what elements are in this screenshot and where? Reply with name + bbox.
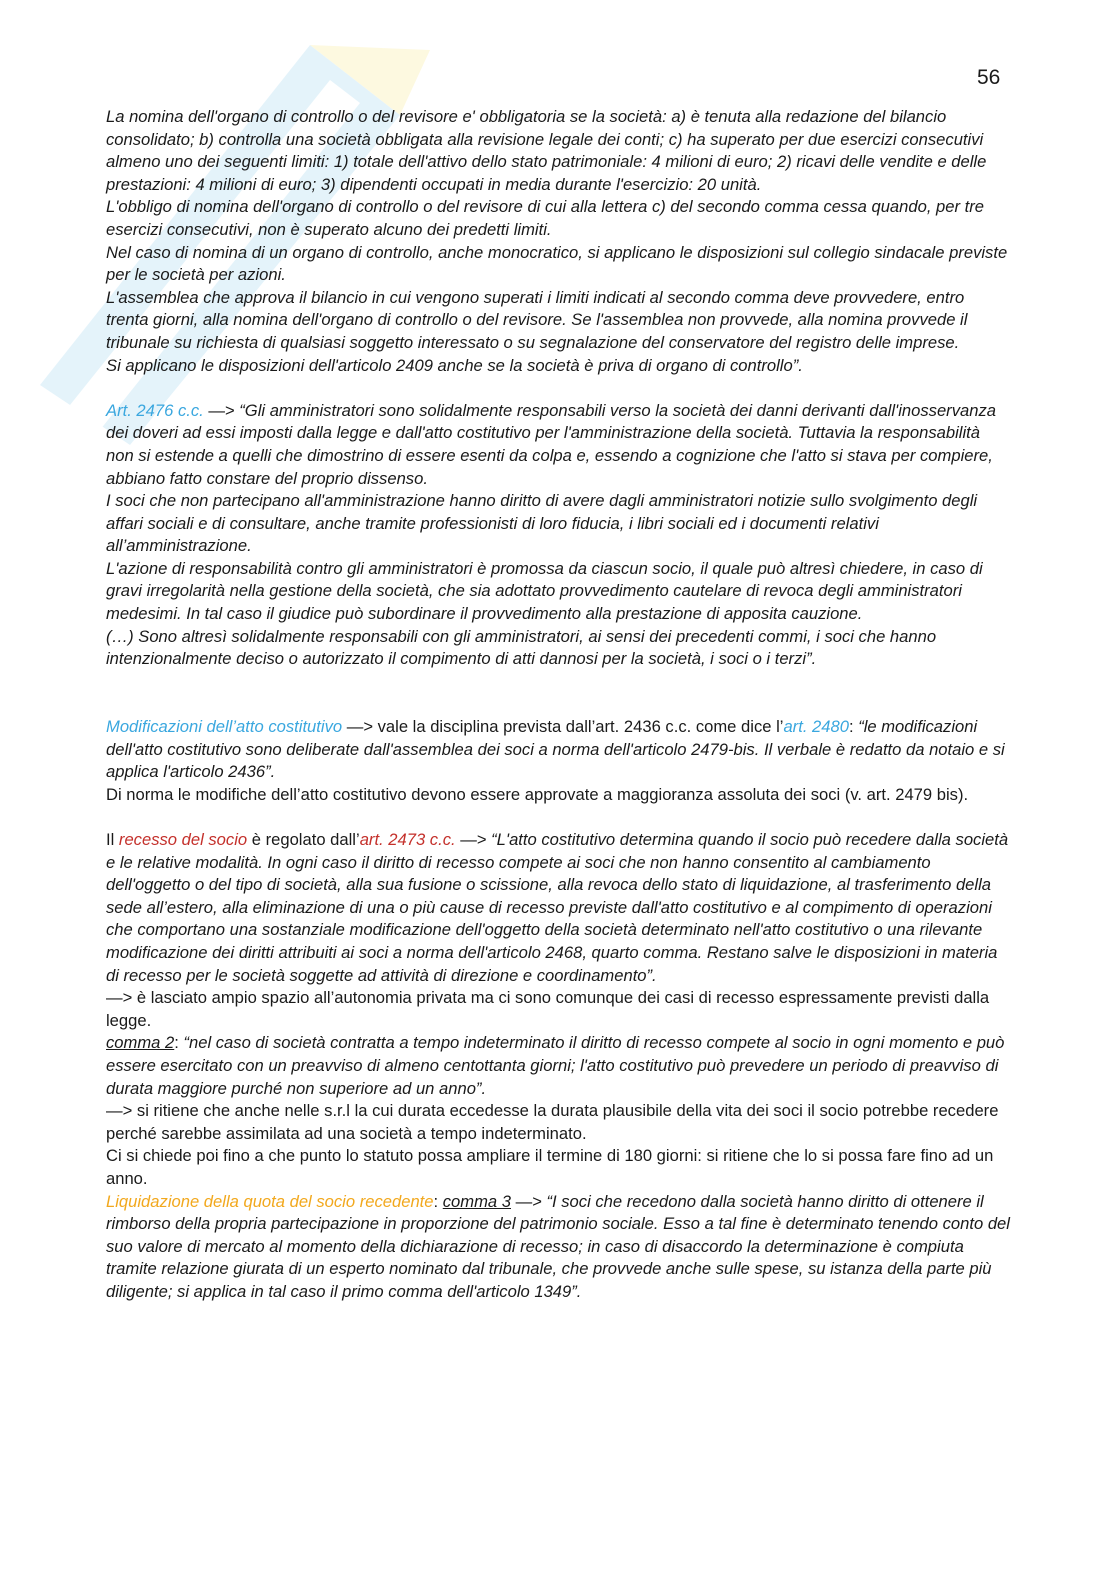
paragraph: Art. 2476 c.c. —> “Gli amministratori sono solidalmente responsabili verso la società dei danni derivanti dall'inosservanza dei doveri ad essi imposti dalla legge e dall'atto costitutivo per l'amministrazione della società. Tuttavia la responsabilità non si estende a quelli che dimostrino di essere esenti da colpa e, essendo a cognizione che l'atto si stava per compiere, abbiano fatto constare del proprio dissenso. bbox=[106, 400, 996, 488]
paragraph: Ci si chiede poi fino a che punto lo statuto possa ampliare il termine di 180 giorni: si ritiene che lo si possa fare fino ad un anno. bbox=[106, 1146, 994, 1188]
paragraph: I soci che non partecipano all'amministrazione hanno diritto di avere dagli amministratori notizie sullo svolgimento degli affari sociali e di consultare, anche tramite professionisti di loro fiducia, i libri sociali ed i documenti relativi all’amministrazione. bbox=[106, 491, 978, 556]
section-title-modificazioni[interactable]: Modificazioni dell’atto costitutivo bbox=[106, 717, 343, 737]
paragraph: L'assemblea che approva il bilancio in cui vengono superati i limiti indicati al secondo comma deve provvedere, entro trenta giorni, alla nomina dell'organo di controllo o del revisore. Se l'assemblea non provvede, alla nomina provvede il tribunale su richiesta di qualsiasi soggetto interessato o su segnalazione del conservatore del registro delle imprese. bbox=[106, 287, 968, 352]
paragraph: —> è lasciato ampio spazio all’autonomia privata ma ci sono comunque dei casi di recesso espressamente previsti dalla legge. bbox=[106, 988, 990, 1030]
paragraph: (…) Sono altresì solidalmente responsabili con gli amministratori, ai sensi dei precedenti commi, i soci che hanno intenzionalmente deciso o autorizzato il compimento di atti dannosi per la società, i soci o i terzi”. bbox=[106, 626, 937, 669]
page-number: 56 bbox=[977, 66, 1001, 89]
comma-2-label: comma 2 bbox=[106, 1033, 175, 1053]
paragraph: La nomina dell'organo di controllo o del revisore e' obbligatoria se la società: a) è tenuta alla redazione del bilancio consolidato; b) controlla una società obbligata alla revisione legale dei conti; c) ha superato per due esercizi consecutivi almeno uno dei seguenti limiti: 1) totale dell'attivo dello stato patrimoniale: 4 milioni di euro; 2) ricavi delle vendite e delle prestazioni: 4 milioni di euro; 3) dipendenti occupati in media durante l'esercizio: 20 unità. bbox=[106, 107, 987, 194]
document-body bbox=[106, 106, 1011, 1303]
paragraph: L'azione di responsabilità contro gli amministratori è promossa da ciascun socio, il quale può altresì chiedere, in caso di gravi irregolarità nella gestione della società, che sia adottato provvedimento cautelare di revoca degli amministratori medesimi. In tal caso il giudice può subordinare il provvedimento alla prestazione di apposita cauzione. bbox=[106, 558, 983, 624]
paragraph: —> si ritiene che anche nelle s.r.l la cui durata eccedesse la durata plausibile della vita dei soci il socio potrebbe recedere perché sarebbe assimilata ad una società a tempo indeterminato. bbox=[106, 1101, 999, 1143]
article-link-2480[interactable]: art. 2480 bbox=[783, 717, 849, 737]
topic-liquidazione-quota[interactable]: Liquidazione della quota del socio recedente bbox=[106, 1191, 434, 1211]
paragraph: Nel caso di nomina di un organo di controllo, anche monocratico, si applicano le disposizioni sul collegio sindacale previste per le società per azioni. bbox=[106, 242, 1008, 285]
article-link-2473[interactable]: art. 2473 c.c. bbox=[359, 830, 456, 849]
paragraph: Il recesso del socio è regolato dall’art. 2473 c.c. —> “L'atto costitutivo determina quando il socio può recedere dalla società e le relative modalità. In ogni caso il diritto di recesso compete ai soci che non hanno consentito al cambiamento dell'oggetto o del tipo di società, alla sua fusione o scissione, alla revoca dello stato di liquidazione, al trasferimento della sede all’estero, alla eliminazione di una o più cause di recesso previste dall'atto costitutivo e al compimento di operazioni che comportano una sostanziale modificazione dell'oggetto della società determinato nell'atto costitutivo o una rilevante modificazione dei diritti attribuiti ai soci a norma dell'articolo 2468, quarto comma. Restano salve le disposizioni in materia di recesso per le società soggette ad attività di direzione e coordinamento”. bbox=[106, 830, 1009, 985]
paragraph: Di norma le modifiche dell’atto costitutivo devono essere approvate a maggioranza assoluta dei soci (v. art. 2479 bis). bbox=[106, 784, 969, 804]
paragraph: Si applicano le disposizioni dell'articolo 2409 anche se la società è priva di organo di controllo”. bbox=[106, 355, 803, 375]
paragraph: L'obbligo di nomina dell'organo di controllo o del revisore di cui alla lettera c) del secondo comma cessa quando, per tre esercizi consecutivi, non è superato alcuno dei predetti limiti. bbox=[106, 197, 985, 239]
paragraph: Liquidazione della quota del socio recedente: comma 3 —> “I soci che recedono dalla società hanno diritto di ottenere il rimborso della propria partecipazione in proporzione del patrimonio sociale. Esso a tal fine è determinato tenendo conto del suo valore di mercato al momento della dichiarazione di recesso; in caso di disaccordo la determinazione è compiuta tramite relazione giurata di un esperto nominato dal tribunale, che provvede anche sulle spese, su istanza della parte più diligente; si applica in tal caso il primo comma dell'articolo 1349”. bbox=[106, 1191, 1010, 1301]
topic-recesso-socio[interactable]: recesso del socio bbox=[118, 830, 248, 849]
comma-3-label: comma 3 bbox=[442, 1191, 511, 1211]
paragraph: comma 2: “nel caso di società contratta a tempo indeterminato il diritto di recesso compete al socio in ogni momento e può essere esercitato con un preavviso di almeno centottanta giorni; l'atto costitutivo può prevedere un periodo di preavviso di durata maggiore purché non superiore ad un anno”. bbox=[106, 1033, 1005, 1098]
article-link-2476[interactable]: Art. 2476 c.c. bbox=[106, 400, 204, 420]
paragraph: Modificazioni dell’atto costitutivo —> vale la disciplina prevista dall’art. 2436 c.c. come dice l’art. 2480: “le modificazioni dell'atto costitutivo sono deliberate dall'assemblea dei soci a norma dell'articolo 2479-bis. Il verbale è redatto da notaio e si applica l'articolo 2436”. bbox=[106, 717, 1005, 782]
